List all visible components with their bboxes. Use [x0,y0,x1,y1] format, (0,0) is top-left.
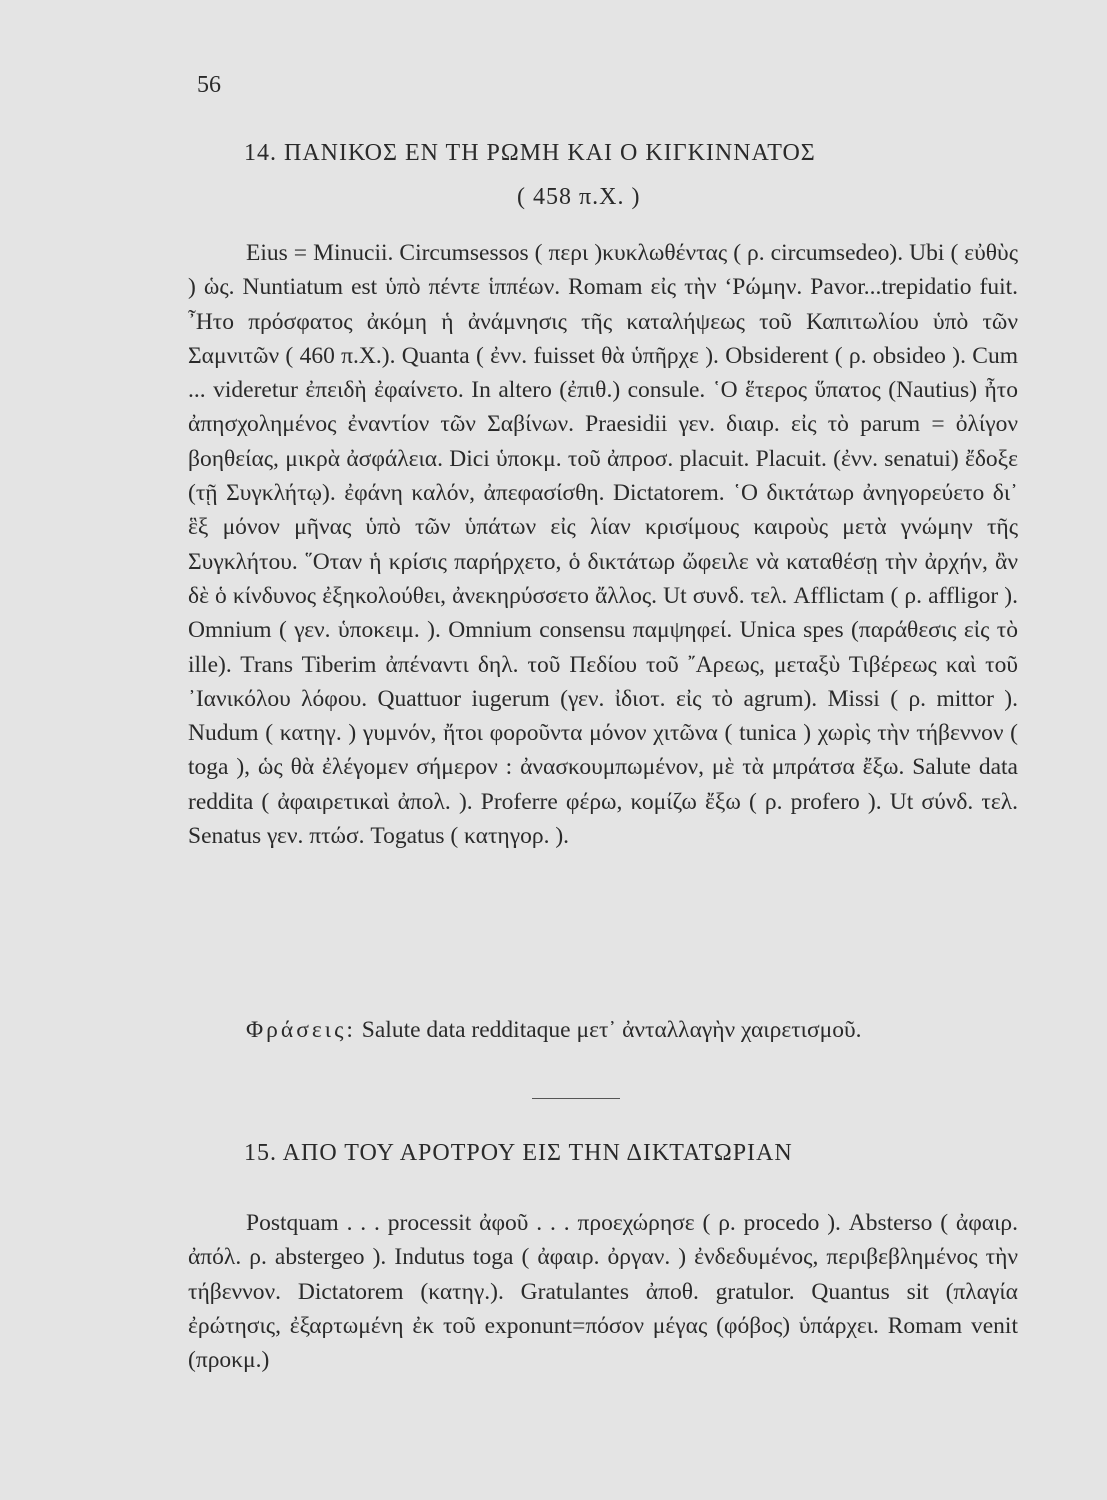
phrases-text: Salute data redditaque μετ᾽ ἀνταλλαγὴν χαιρετισμοῦ. [361,1017,862,1043]
section-14-commentary [188,236,1018,853]
section-14-body: Eius = Minucii. Circumsessos ( περι )κυκλωθέντας ( ρ. circumsedeo). Ubi ( εὐθὺς ) ὡς. Nuntiatum est ὑπὸ πέντε ἱππέων. Romam εἰς τὴν ‘Ρώμην. Pavor...trepidatio fuit. ῏Ητο πρόσφατος ἀκόμη ἡ ἀνάμνησις τῆς καταλήψεως τοῦ Καπιτωλίου ὑπὸ τῶν Σαμνιτῶν ( 460 π.Χ.). Quanta ( ἐνν. fuisset θὰ ὑπῆρχε ). Obsiderent ( ρ. obsideo ). Cum ... videretur ἐπειδὴ ἐφαίνετο. In altero (ἐπιθ.) consule. ῾Ο ἕτερος ὕπατος (Nautius) ἦτο ἀπησχολημένος ἐναντίον τῶν Σαβίνων. Praesidii γεν. διαιρ. εἰς τὸ parum = ὀλίγον βοηθείας, μικρὰ ἀσφάλεια. Dici ὑποκμ. τοῦ ἀπροσ. placuit. Placuit. (ἐνν. senatui) ἔδοξε (τῇ Συγκλήτῳ). ἐφάνη καλόν, ἀπεφασίσθη. Dictatorem. ῾Ο δικτάτωρ ἀνηγορεύετο δι᾽ ἓξ μόνον μῆνας ὑπὸ τῶν ὑπάτων εἰς λίαν κρισίμους καιροὺς μετὰ γνώμην τῆς Συγκλήτου. ῞Οταν ἡ κρίσις παρήρχετο, ὁ δικτάτωρ ὤφειλε νὰ καταθέσῃ τὴν ἀρχήν, ἂν δὲ ὁ κίνδυνος ἐξηκολούθει, ἀνεκηρύσσετο ἄλλος. Ut συνδ. τελ. Afflictam ( ρ. affligor ). Omnium ( γεν. ὑποκειμ. ). Omnium consensu παμψηφεί. Unica spes (παράθεσις εἰς τὸ ille). Trans Tiberim ἀπέναντι δηλ. τοῦ Πεδίου τοῦ ῎Αρεως, μεταξὺ Τιβέρεως καὶ τοῦ ᾽Ιανικόλου λόφου. Quattuor iugerum (γεν. ἰδιοτ. εἰς τὸ agrum). Missi ( ρ. mittor ). Nudum ( κατηγ. ) γυμνόν, ἤτοι φοροῦντα μόνον χιτῶνα ( tunica ) χωρὶς τὴν τήβεννον ( toga ), ὡς θὰ ἐλέγομεν σήμερον : ἀνασκουμπωμένον, μὲ τὰ μπράτσα ἔξω. Salute data reddita ( ἀφαιρετικαὶ ἀπολ. ). Proferre φέρω, κομίζω ἔξω ( ρ. profero ). Ut σύνδ. τελ. Senatus γεν. πτώσ. Togatus ( κατηγορ. ). [188,240,1018,850]
phrases-paragraph [188,1013,1018,1047]
section-divider [532,1098,620,1099]
section-15-body: Postquam . . . processit ἀφοῦ . . . προεχώρησε ( ρ. procedo ). Absterso ( ἀφαιρ. ἀπόλ. ρ. abstergeo ). Indutus toga ( ἀφαιρ. ὀργαν. ) ἐνδεδυμένος, περιβεβλημένος τὴν τήβεννον. Dictatorem (κατηγ.). Gratulantes ἀποθ. gratulor. Quantus sit (πλαγία ἐρώτησις, ἐξαρτωμένη ἐκ τοῦ exponunt=πόσον μέγας (φόβος) ὑπάρχει. Romam venit (προκμ.) [188,1210,1018,1374]
section-15-title: 15. ΑΠΟ ΤΟΥ ΑΡΟΤΡΟΥ ΕΙΣ ΤΗΝ ΔΙΚΤΑΤΩΡΙΑΝ [244,1140,793,1166]
section-14-date: ( 458 π.Χ. ) [517,184,641,210]
page-number: 56 [197,72,221,98]
section-14-title: 14. ΠΑΝΙΚΟΣ ΕΝ ΤΗ ΡΩΜΗ ΚΑΙ Ο ΚΙΓΚΙΝΝΑΤΟΣ [244,140,816,166]
phrases-label: Φράσεις: [246,1017,356,1043]
section-15-commentary [188,1206,1018,1377]
